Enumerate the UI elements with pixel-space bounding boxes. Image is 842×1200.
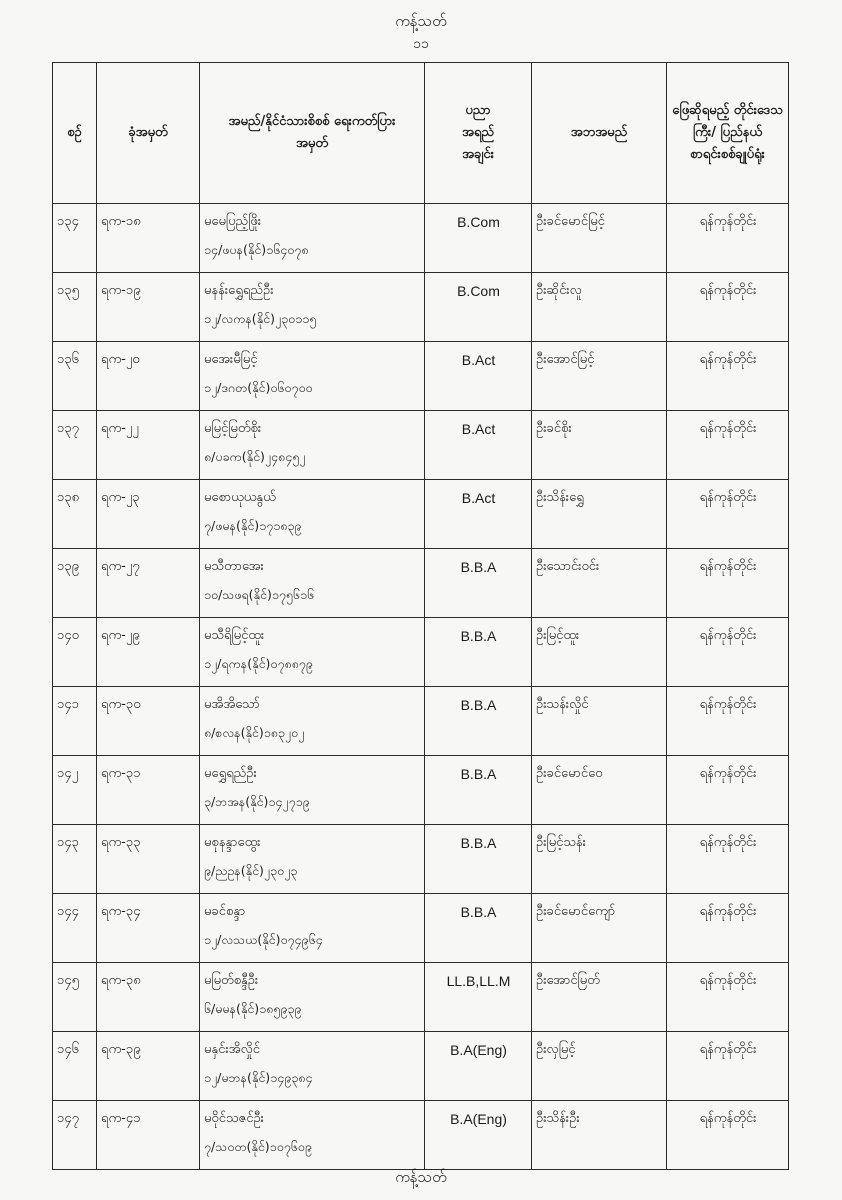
table-row <box>53 342 789 411</box>
roll-number: ရက-၂၂ <box>101 421 139 436</box>
degree: B.B.A <box>460 697 497 713</box>
cell-name-nrc <box>200 1101 425 1170</box>
candidate-name: မနှင်းအိလှိုင် <box>204 1042 260 1057</box>
cell-name-nrc <box>200 273 425 342</box>
nrc-number: ၁၀/သဖရ(နိုင်)၁၇၅၆၁၆ <box>204 587 315 602</box>
father-name: ဦးခင်မောင်ဝေ <box>536 766 603 781</box>
cell-no <box>53 411 97 480</box>
cell-code <box>97 411 200 480</box>
cell-no <box>53 480 97 549</box>
cell-code <box>97 963 200 1032</box>
cell-district <box>667 273 789 342</box>
header-name-nrc: အမည်/နိုင်ငံသားစိစစ် ရေးကတ်ပြားအမှတ် <box>200 63 425 204</box>
cell-code <box>97 204 200 273</box>
table-row <box>53 480 789 549</box>
degree: B.B.A <box>460 904 497 920</box>
cell-no <box>53 273 97 342</box>
row-number: ၁၃၆ <box>57 352 79 367</box>
candidate-name: မအေးမီမြင့် <box>204 352 258 367</box>
cell-name-nrc <box>200 411 425 480</box>
roll-number: ရက-၃၈ <box>101 973 141 988</box>
degree: B.B.A <box>460 835 497 851</box>
roll-number: ရက-၁၈ <box>101 214 141 229</box>
cell-father <box>532 825 667 894</box>
row-number: ၁၄၄ <box>57 904 79 919</box>
cell-district <box>667 204 789 273</box>
cell-father <box>532 342 667 411</box>
nrc-number: ၈/ပခက(နိုင်)၂၄၈၄၅၂ <box>204 449 306 464</box>
candidate-name: မမြင့်မြတ်စိုး <box>204 421 262 436</box>
cell-district <box>667 618 789 687</box>
cell-father <box>532 1032 667 1101</box>
nrc-number: ၁၂/ဒဂတ(နိုင်)၀၆၀၇၀၀ <box>204 380 313 395</box>
header-degree: ပညာ အရည် အချင်း <box>425 63 532 204</box>
cell-code <box>97 480 200 549</box>
cell-district <box>667 1101 789 1170</box>
row-number: ၁၄၇ <box>57 1111 79 1126</box>
table-row <box>53 756 789 825</box>
page-number: ၁၁ <box>413 36 429 52</box>
degree: B.Act <box>461 490 496 506</box>
cell-father <box>532 411 667 480</box>
table-row <box>53 825 789 894</box>
table-row <box>53 273 789 342</box>
cell-district <box>667 480 789 549</box>
roll-number: ရက-၃၉ <box>101 1042 141 1057</box>
cell-father <box>532 963 667 1032</box>
father-name: ဦးသိန်းဦး <box>536 1111 580 1126</box>
cell-degree <box>425 1032 532 1101</box>
degree: B.B.A <box>460 559 497 575</box>
cell-name-nrc <box>200 756 425 825</box>
candidate-table <box>52 62 789 1170</box>
cell-no <box>53 1032 97 1101</box>
father-name: ဦးမြင့်သန်း <box>536 835 586 850</box>
roll-number: ရက-၃၀ <box>101 697 141 712</box>
roll-number: ရက-၂၃ <box>101 490 140 505</box>
roll-number: ရက-၂၀ <box>101 352 140 367</box>
candidate-name: မခင်စန္ဒာ <box>204 904 246 919</box>
nrc-number: ၇/သဝတ(နိုင်)၁၀၇၆၀၉ <box>204 1139 312 1154</box>
cell-father <box>532 1101 667 1170</box>
table-row <box>53 1101 789 1170</box>
row-number: ၁၄၃ <box>57 835 79 850</box>
row-number: ၁၄၀ <box>57 628 79 643</box>
degree: B.A(Eng) <box>450 1111 507 1127</box>
cell-name-nrc <box>200 894 425 963</box>
cell-degree <box>425 273 532 342</box>
exam-office: ရန်ကုန်တိုင်း <box>699 1042 757 1057</box>
header-code: ခုံအမှတ် <box>97 63 200 204</box>
table-row <box>53 204 789 273</box>
father-name: ဦးခင်မောင်ကျော် <box>536 904 616 919</box>
candidate-name: မမြတ်စန္ဒီဦး <box>204 973 259 988</box>
cell-name-nrc <box>200 549 425 618</box>
candidate-name: မသီရိမြင့်ထူး <box>204 628 265 643</box>
cell-code <box>97 549 200 618</box>
exam-office: ရန်ကုန်တိုင်း <box>699 766 757 781</box>
row-number: ၁၃၄ <box>57 214 79 229</box>
nrc-number: ၁၂/လကန(နိုင်)၂၃၀၁၁၅ <box>204 311 317 326</box>
cell-district <box>667 825 789 894</box>
cell-district <box>667 549 789 618</box>
cell-no <box>53 342 97 411</box>
cell-degree <box>425 342 532 411</box>
father-name: ဦးခင်မောင်မြင့် <box>536 214 605 229</box>
roll-number: ရက-၂၇ <box>101 559 140 574</box>
cell-degree <box>425 549 532 618</box>
cell-father <box>532 756 667 825</box>
exam-office: ရန်ကုန်တိုင်း <box>699 1111 757 1126</box>
exam-office: ရန်ကုန်တိုင်း <box>699 421 757 436</box>
cell-name-nrc <box>200 618 425 687</box>
roll-number: ရက-၃၃ <box>101 835 141 850</box>
cell-degree <box>425 825 532 894</box>
cell-code <box>97 1032 200 1101</box>
degree: B.Act <box>461 352 496 368</box>
nrc-number: ၈/စလန(နိုင်)၁၈၃၂၀၂ <box>204 725 305 740</box>
cell-district <box>667 756 789 825</box>
exam-office: ရန်ကုန်တိုင်း <box>699 904 757 919</box>
cell-code <box>97 756 200 825</box>
cell-no <box>53 687 97 756</box>
cell-degree <box>425 480 532 549</box>
nrc-number: ၁၂/လသယ(နိုင်)၀၇၄၉၆၄ <box>204 932 323 947</box>
cell-code <box>97 825 200 894</box>
cell-no <box>53 825 97 894</box>
degree: LL.B,LL.M <box>446 973 511 989</box>
cell-code <box>97 687 200 756</box>
degree: B.Act <box>461 421 496 437</box>
father-name: ဦးသိန်းရွှေ <box>536 490 584 505</box>
nrc-number: ၁၄/ဖပန(နိုင်)၁၆၄၀၇၈ <box>204 242 309 257</box>
father-name: ဦးသောင်းဝင်း <box>536 559 600 574</box>
roll-number: ရက-၄၁ <box>101 1111 141 1126</box>
nrc-number: ၉/ညဥန(နိုင်)၂၃၀၂၃ <box>204 863 298 878</box>
table-row <box>53 618 789 687</box>
row-number: ၁၃၈ <box>57 490 80 505</box>
table-header-row <box>53 63 789 204</box>
row-number: ၁၄၁ <box>57 697 79 712</box>
cell-father <box>532 480 667 549</box>
father-name: ဦးသန်းလှိုင် <box>536 697 589 712</box>
table-row <box>53 963 789 1032</box>
cell-degree <box>425 963 532 1032</box>
table-row <box>53 549 789 618</box>
cell-name-nrc <box>200 963 425 1032</box>
cell-name-nrc <box>200 687 425 756</box>
exam-office: ရန်ကုန်တိုင်း <box>699 214 757 229</box>
cell-father <box>532 618 667 687</box>
nrc-number: ၃/ဘအန(နိုင်)၁၄၂၇၁၉ <box>204 794 310 809</box>
row-number: ၁၄၂ <box>57 766 79 781</box>
cell-degree <box>425 1101 532 1170</box>
candidate-name: မစောယုယနွယ် <box>204 490 276 505</box>
cell-district <box>667 1032 789 1101</box>
father-name: ဦးခင်စိုး <box>536 421 572 436</box>
row-number: ၁၄၅ <box>57 973 79 988</box>
cell-degree <box>425 411 532 480</box>
cell-name-nrc <box>200 204 425 273</box>
cell-no <box>53 756 97 825</box>
degree: B.B.A <box>460 766 497 782</box>
father-name: ဦးအောင်မြတ် <box>536 973 600 988</box>
degree: B.Com <box>457 214 500 230</box>
cell-name-nrc <box>200 1032 425 1101</box>
cell-code <box>97 618 200 687</box>
cell-code <box>97 894 200 963</box>
exam-office: ရန်ကုန်တိုင်း <box>699 973 757 988</box>
cell-name-nrc <box>200 825 425 894</box>
exam-office: ရန်ကုန်တိုင်း <box>699 352 757 367</box>
table-row <box>53 894 789 963</box>
cell-degree <box>425 894 532 963</box>
cell-no <box>53 204 97 273</box>
candidate-name: မရွှေရည်ဦး <box>204 766 257 781</box>
cell-no <box>53 618 97 687</box>
table-row <box>53 687 789 756</box>
cell-no <box>53 1101 97 1170</box>
candidate-name: မဝိုင်သဇင်ဦး <box>204 1111 264 1126</box>
father-name: ဦးအောင်မြင့် <box>536 352 595 367</box>
cell-no <box>53 549 97 618</box>
row-number: ၁၃၅ <box>57 283 79 298</box>
row-number: ၁၃၉ <box>57 559 79 574</box>
roll-number: ရက-၂၉ <box>101 628 140 643</box>
row-number: ၁၃၇ <box>57 421 79 436</box>
cell-father <box>532 549 667 618</box>
cell-code <box>97 342 200 411</box>
cell-code <box>97 273 200 342</box>
father-name: ဦးလှမြင့် <box>536 1042 576 1057</box>
confidential-label: ကန့်သတ် <box>395 12 447 30</box>
cell-father <box>532 687 667 756</box>
cell-father <box>532 273 667 342</box>
cell-no <box>53 963 97 1032</box>
degree: B.A(Eng) <box>450 1042 507 1058</box>
cell-father <box>532 894 667 963</box>
cell-degree <box>425 756 532 825</box>
table-row <box>53 411 789 480</box>
candidate-name: မအိအိသော် <box>204 697 260 712</box>
cell-district <box>667 411 789 480</box>
exam-office: ရန်ကုန်တိုင်း <box>699 490 757 505</box>
header-father: အဘအမည် <box>532 63 667 204</box>
page-header <box>0 10 842 54</box>
roll-number: ရက-၁၉ <box>101 283 141 298</box>
cell-degree <box>425 687 532 756</box>
degree: B.B.A <box>460 628 497 644</box>
exam-office: ရန်ကုန်တိုင်း <box>699 283 757 298</box>
nrc-number: ၆/မမန(နိုင်)၁၈၅၉၃၉ <box>204 1001 302 1016</box>
nrc-number: ၇/ဖမန(နိုင်)၁၇၁၈၃၉ <box>204 518 302 533</box>
cell-district <box>667 687 789 756</box>
candidate-name: မနန်းရွှေရည်ဦး <box>204 283 274 298</box>
cell-district <box>667 342 789 411</box>
roll-number: ရက-၃၄ <box>101 904 141 919</box>
page-footer: ကန့်သတ် <box>395 1168 447 1186</box>
candidate-name: မမေပြည့်ဖြိုး <box>204 214 261 229</box>
header-district: ဖြေဆိုရမည့် တိုင်းဒေသကြီး/ ပြည်နယ် စာရင်းစစ်ချုပ်ရုံး <box>667 63 789 204</box>
table-row <box>53 1032 789 1101</box>
cell-no <box>53 894 97 963</box>
cell-degree <box>425 618 532 687</box>
degree: B.Com <box>457 283 500 299</box>
exam-office: ရန်ကုန်တိုင်း <box>699 559 757 574</box>
exam-office: ရန်ကုန်တိုင်း <box>699 697 757 712</box>
cell-name-nrc <box>200 480 425 549</box>
table-body <box>53 204 789 1170</box>
cell-father <box>532 204 667 273</box>
cell-degree <box>425 204 532 273</box>
nrc-number: ၁၂/ရကန(နိုင်)၀၇၈၈၇၉ <box>204 656 313 671</box>
father-name: ဦးမြင့်ထူး <box>536 628 580 643</box>
header-no: စဉ် <box>53 63 97 204</box>
exam-office: ရန်ကုန်တိုင်း <box>699 628 757 643</box>
father-name: ဦးဆိုင်းလူ <box>536 283 582 298</box>
roll-number: ရက-၃၁ <box>101 766 141 781</box>
cell-code <box>97 1101 200 1170</box>
cell-district <box>667 963 789 1032</box>
exam-office: ရန်ကုန်တိုင်း <box>699 835 757 850</box>
cell-name-nrc <box>200 342 425 411</box>
candidate-name: မသီတာအေး <box>204 559 264 574</box>
nrc-number: ၁၂/မဘန(နိုင်)၁၄၉၃၈၄ <box>204 1070 313 1085</box>
row-number: ၁၄၆ <box>57 1042 79 1057</box>
candidate-name: မစုနန္ဒာထွေး <box>204 835 261 850</box>
cell-district <box>667 894 789 963</box>
